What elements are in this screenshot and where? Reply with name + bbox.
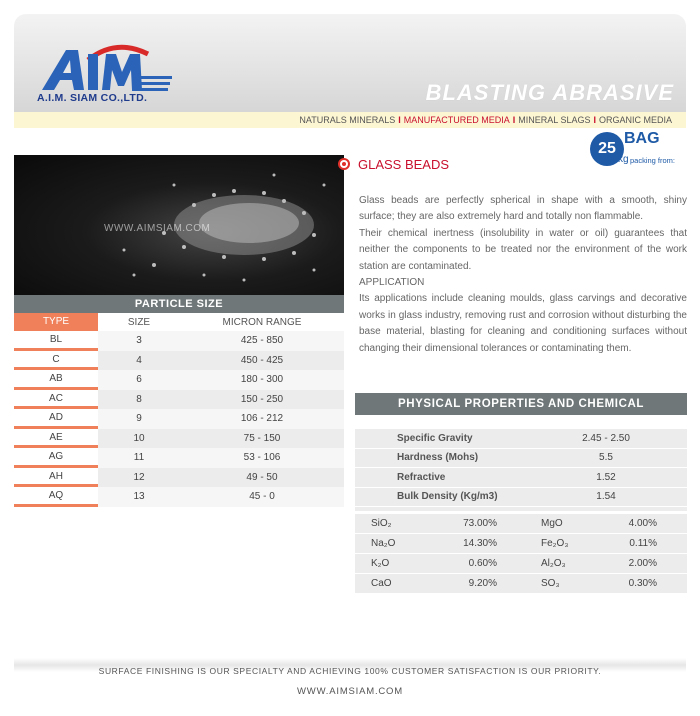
size-cell: 6 bbox=[136, 374, 142, 386]
size-cell: 10 bbox=[133, 432, 145, 444]
size-cell: 12 bbox=[133, 471, 145, 483]
bag-weight-number: 25 bbox=[590, 132, 624, 166]
table-row bbox=[355, 488, 687, 508]
property-label: Hardness (Mohs) bbox=[397, 452, 479, 464]
type-cell: AD bbox=[14, 409, 98, 429]
size-cell: 13 bbox=[133, 491, 145, 503]
compound-value: 4.00% bbox=[628, 518, 657, 529]
size-cell: 11 bbox=[133, 452, 145, 464]
table-header-row bbox=[14, 313, 344, 331]
micron-range-cell: 150 - 250 bbox=[240, 393, 284, 405]
compound-label: Na₂O bbox=[371, 538, 396, 549]
nav-separator: I bbox=[398, 115, 401, 125]
micron-range-cell: 106 - 212 bbox=[240, 413, 284, 425]
table-row bbox=[355, 468, 687, 488]
column-header-size: SIZE bbox=[127, 316, 151, 328]
product-title: GLASS BEADS bbox=[358, 157, 450, 172]
bag-badge bbox=[578, 126, 682, 174]
compound-value: 2.00% bbox=[628, 558, 657, 569]
physical-properties-table bbox=[355, 429, 687, 511]
table-row bbox=[14, 331, 344, 351]
compound-label: Al₂O₃ bbox=[541, 558, 566, 569]
particle-size-table bbox=[14, 313, 344, 507]
table-row bbox=[355, 514, 687, 534]
application-heading: APPLICATION bbox=[359, 277, 425, 289]
table-row bbox=[14, 429, 344, 449]
compound-label: Fe₂O₃ bbox=[541, 538, 569, 549]
type-cell: BL bbox=[14, 331, 98, 351]
micron-range-cell: 49 - 50 bbox=[246, 471, 278, 483]
table-row bbox=[355, 534, 687, 554]
physical-properties-title: PHYSICAL PROPERTIES AND CHEMICAL bbox=[355, 393, 687, 415]
photo-watermark: WWW.AIMSIAM.COM bbox=[104, 223, 211, 234]
compound-label: SO₃ bbox=[541, 578, 560, 589]
size-cell: 9 bbox=[136, 413, 142, 425]
aim-logo bbox=[36, 40, 176, 96]
footer-website-link[interactable]: WWW.AIMSIAM.COM bbox=[297, 686, 403, 697]
product-description bbox=[359, 193, 687, 357]
description-paragraph: Their chemical inertness (insolubility in water or oil) guarantees that neither the components to be treated nor the environment of the work station are contaminated. bbox=[359, 227, 687, 272]
compound-value: 0.30% bbox=[628, 578, 657, 589]
property-label: Bulk Density (Kg/m3) bbox=[397, 491, 498, 503]
column-header-micron-range: MICRON RANGE bbox=[222, 316, 302, 328]
micron-range-cell: 180 - 300 bbox=[240, 374, 284, 386]
type-cell: AG bbox=[14, 448, 98, 468]
company-name: A.I.M. SIAM CO.,LTD. bbox=[37, 92, 148, 104]
page-title: BLASTING ABRASIVE bbox=[425, 80, 674, 105]
table-row bbox=[355, 554, 687, 574]
property-value: 5.5 bbox=[599, 452, 613, 464]
compound-value: 9.20% bbox=[468, 578, 497, 589]
property-value: 1.54 bbox=[596, 491, 616, 503]
type-cell: C bbox=[14, 351, 98, 371]
compound-value: 0.60% bbox=[468, 558, 497, 569]
compound-label: SiO₂ bbox=[371, 518, 392, 529]
compound-label: MgO bbox=[541, 518, 563, 529]
nav-item-organic-media[interactable]: ORGANIC MEDIA bbox=[598, 115, 672, 125]
table-row bbox=[14, 487, 344, 507]
size-cell: 3 bbox=[136, 335, 142, 347]
type-cell: AH bbox=[14, 468, 98, 488]
table-row bbox=[14, 370, 344, 390]
property-value: 2.45 - 2.50 bbox=[582, 432, 630, 444]
nav-separator: I bbox=[593, 115, 596, 125]
nav-item-naturals-minerals[interactable]: NATURALS MINERALS bbox=[299, 115, 396, 125]
micron-range-cell: 53 - 106 bbox=[243, 452, 281, 464]
bag-packing-text: packing from: bbox=[630, 156, 676, 165]
nav-item-mineral-slags[interactable]: MINERAL SLAGS bbox=[518, 115, 591, 125]
table-row bbox=[355, 449, 687, 469]
nav-item-manufactured-media[interactable]: MANUFACTURED MEDIA bbox=[403, 115, 510, 125]
property-label: Specific Gravity bbox=[397, 432, 473, 444]
micron-range-cell: 45 - 0 bbox=[249, 491, 275, 503]
footer-slogan: SURFACE FINISHING IS OUR SPECIALTY AND ACHIEVING 100% CUSTOMER SATISFACTION IS OUR PRIORITY. bbox=[98, 666, 602, 676]
table-row bbox=[14, 468, 344, 488]
application-paragraph: Its applications include cleaning moulds, glass carvings and decorative works in glass industry, removing rust and corrosion without disturbing the base material, blasting for cleaning and conditioning surfaces without changing their dimensional tolerances or contaminating them. bbox=[359, 293, 687, 354]
type-cell: AQ bbox=[14, 487, 98, 507]
page-header bbox=[14, 14, 686, 112]
table-row bbox=[14, 409, 344, 429]
column-header-type: TYPE bbox=[14, 313, 98, 331]
type-cell: AC bbox=[14, 390, 98, 410]
table-row bbox=[14, 390, 344, 410]
nav-separator: I bbox=[512, 115, 516, 125]
table-row bbox=[14, 351, 344, 371]
compound-label: K₂O bbox=[371, 558, 390, 569]
table-row bbox=[355, 429, 687, 449]
compound-value: 73.00% bbox=[463, 518, 497, 529]
particle-size-title: PARTICLE SIZE bbox=[14, 295, 344, 313]
micron-range-cell: 425 - 850 bbox=[240, 335, 284, 347]
table-row bbox=[355, 574, 687, 594]
glass-beads-photo bbox=[14, 155, 344, 295]
type-cell: AE bbox=[14, 429, 98, 449]
bag-label: BAG bbox=[624, 130, 660, 147]
bullet-icon bbox=[338, 158, 350, 170]
compound-value: 14.30% bbox=[463, 538, 497, 549]
micron-range-cell: 450 - 425 bbox=[240, 354, 284, 366]
property-value: 1.52 bbox=[596, 471, 616, 483]
bag-unit: kg bbox=[618, 154, 629, 165]
compound-label: CaO bbox=[371, 578, 392, 589]
size-cell: 8 bbox=[136, 393, 142, 405]
micron-range-cell: 75 - 150 bbox=[243, 432, 281, 444]
table-row bbox=[14, 448, 344, 468]
size-cell: 4 bbox=[136, 354, 142, 366]
property-label: Refractive bbox=[397, 471, 446, 483]
chemical-composition-table bbox=[355, 514, 687, 594]
type-cell: AB bbox=[14, 370, 98, 390]
description-paragraph: Glass beads are perfectly spherical in shape with a smooth, shiny surface; they are also extremely hard and totally non flammable. bbox=[359, 195, 687, 223]
compound-value: 0.11% bbox=[629, 538, 657, 549]
